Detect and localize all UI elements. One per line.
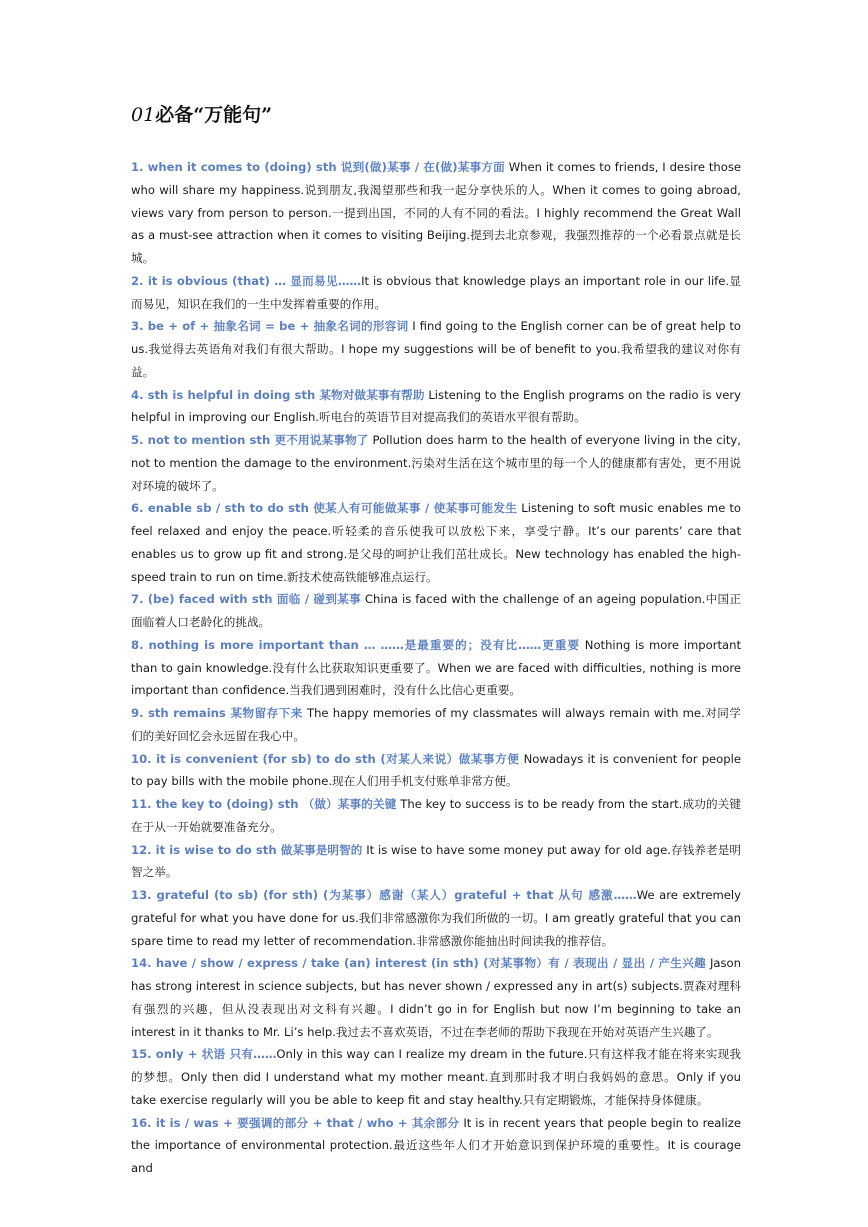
entry-heading: 9. sth remains 某物留存下来 — [131, 706, 303, 720]
entry-heading: 15. only + 状语 只有…… — [131, 1047, 277, 1062]
list-item — [131, 315, 741, 383]
entry-text: Pollution does harm to the health of everyone living in the city, not to mention the damage to the environment.污染对生活在这个城市里的每一个人的健康都有害处，更不用说对环境的破坏了。 — [131, 433, 741, 493]
list-item — [131, 793, 741, 839]
list-item — [131, 702, 741, 748]
list-item — [131, 1112, 741, 1180]
entry-text: Listening to soft music enables me to feel relaxed and enjoy the peace.听轻柔的音乐使我可以放松下来，享受宁静。It’s our parents’ care that enables us to grow up fit and strong.是父母的呵护让我们茁壮成长。New technology has enabled the high-speed train to run on time.新技术使高铁能够准点运行。 — [131, 501, 742, 584]
list-item — [131, 384, 741, 430]
entry-heading: 11. the key to (doing) sth （做）某事的关键 — [131, 797, 397, 811]
entry-text: Jason has strong interest in science subjects, but has never shown / expressed any in art(s) subjects.贾森对理科有强烈的兴趣，但从没表现出对文科有兴趣。I didn’t go in for English but now I’m beginning to take an interest in it thanks to Mr. Li’s help.我过去不喜欢英语，不过在李老师的帮助下我现在开始对英语产生兴趣了。 — [131, 956, 741, 1039]
entry-text: It is in recent years that people begin to realize the importance of environmental protection.最近这些年人们才开始意识到保护环境的重要性。It is courage and — [131, 1115, 741, 1175]
entry-heading: 14. have / show / express / take (an) interest (in sth) (对某事物）有 / 表现出 / 显出 / 产生兴趣 — [131, 956, 706, 971]
list-item — [131, 634, 741, 702]
title-text: 必备“万能句” — [155, 104, 273, 126]
list-item — [131, 884, 741, 952]
list-item — [131, 748, 741, 794]
entry-heading: 7. (be) faced with sth 面临 / 碰到某事 — [131, 592, 361, 607]
entry-text: Nothing is more important than to gain knowledge.没有什么比获取知识更重要了。When we are faced with difficulties, nothing is more important than confidence.当我们遇到困难时，没有什么比信心更重要。 — [131, 637, 742, 698]
entry-heading: 13. grateful (to sb) (for sth) (为某事）感谢（某人）grateful + that 从句 感激…… — [131, 888, 637, 902]
entry-heading: 8. nothing is more important than … ……是最重要的；没有比……更重要 — [131, 637, 581, 652]
entry-text: The key to success is to be ready from the start.成功的关键在于从一开始就要准备充分。 — [131, 797, 741, 834]
title-number: 01 — [131, 104, 156, 126]
list-item — [131, 270, 741, 316]
entry-heading: 4. sth is helpful in doing sth 某物对做某事有帮助 — [131, 387, 425, 402]
entry-text: Nowadays it is convenient for people to pay bills with the mobile phone.现在人们用手机支付账单非常方便。 — [131, 751, 741, 789]
entry-heading: 6. enable sb / sth to do sth 使某人有可能做某事 / 使某事可能发生 — [131, 501, 518, 516]
list-item — [131, 952, 741, 1043]
entry-text: China is faced with the challenge of an ageing population.中国正面临着人口老龄化的挑战。 — [131, 592, 741, 629]
list-item — [131, 588, 741, 634]
entry-text: Only in this way can I realize my dream in the future.只有这样我才能在将来实现我的梦想。Only then did I understand what my mother meant.直到那时我才明白我妈妈的意思。Only if you take exercise regularly will you be able to keep fit and stay healthy.只有定期锻炼，才能保持身体健康。 — [131, 1047, 741, 1107]
list-item — [131, 429, 741, 497]
entry-heading: 3. be + of + 抽象名词 = be + 抽象名词的形容词 — [131, 319, 409, 334]
entry-text: We are extremely grateful for what you have done for us.我们非常感激你为我们所做的一切。I am greatly grateful that you can spare time to read my letter of recommendation.非常感激你能抽出时间读我的推荐信。 — [131, 888, 741, 948]
entry-heading: 1. when it comes to (doing) sth 说到(做)某事 / 在(做)某事方面 — [131, 160, 505, 174]
entry-heading: 2. it is obvious (that) … 显而易见…… — [131, 273, 362, 288]
page-title — [131, 100, 741, 130]
list-item — [131, 1043, 741, 1111]
list-item — [131, 497, 741, 588]
entry-text: When it comes to friends, I desire those who will share my happiness.说到朋友,我渴望那些和我一起分享快乐的人。When it comes to going abroad, views vary from person to person.一提到出国，不同的人有不同的看法。I highly recommend the Great Wall as a must-see attraction when it comes to visiting Beijing.提到去北京参观，我强烈推荐的一个必看景点就是长城。 — [131, 160, 741, 265]
entry-heading: 5. not to mention sth 更不用说某事物了 — [131, 433, 369, 447]
entry-heading: 16. it is / was + 要强调的部分 + that / who + 其余部分 — [131, 1115, 460, 1130]
entry-heading: 12. it is wise to do sth 做某事是明智的 — [131, 842, 363, 857]
sentence-list — [131, 156, 741, 1180]
entry-text: I find going to the English corner can be of great help to us.我觉得去英语角对我们有很大帮助。I hope my suggestions will be of benefit to you.我希望我的建议对你有益。 — [131, 319, 741, 379]
list-item — [131, 156, 741, 270]
list-item — [131, 839, 741, 885]
entry-heading: 10. it is convenient (for sb) to do sth (对某人来说）做某事方便 — [131, 751, 520, 766]
document-page — [131, 100, 741, 1180]
entry-text: Listening to the English programs on the radio is very helpful in improving our English.听电台的英语节目对提高我们的英语水平很有帮助。 — [131, 387, 742, 425]
entry-text: The happy memories of my classmates will always remain with me.对同学们的美好回忆会永远留在我心中。 — [131, 706, 741, 743]
entry-text: It is wise to have some money put away for old age.存钱养老是明智之举。 — [131, 842, 741, 880]
entry-text: It is obvious that knowledge plays an important role in our life.显而易见，知识在我们的一生中发挥着重要的作用。 — [131, 273, 741, 311]
